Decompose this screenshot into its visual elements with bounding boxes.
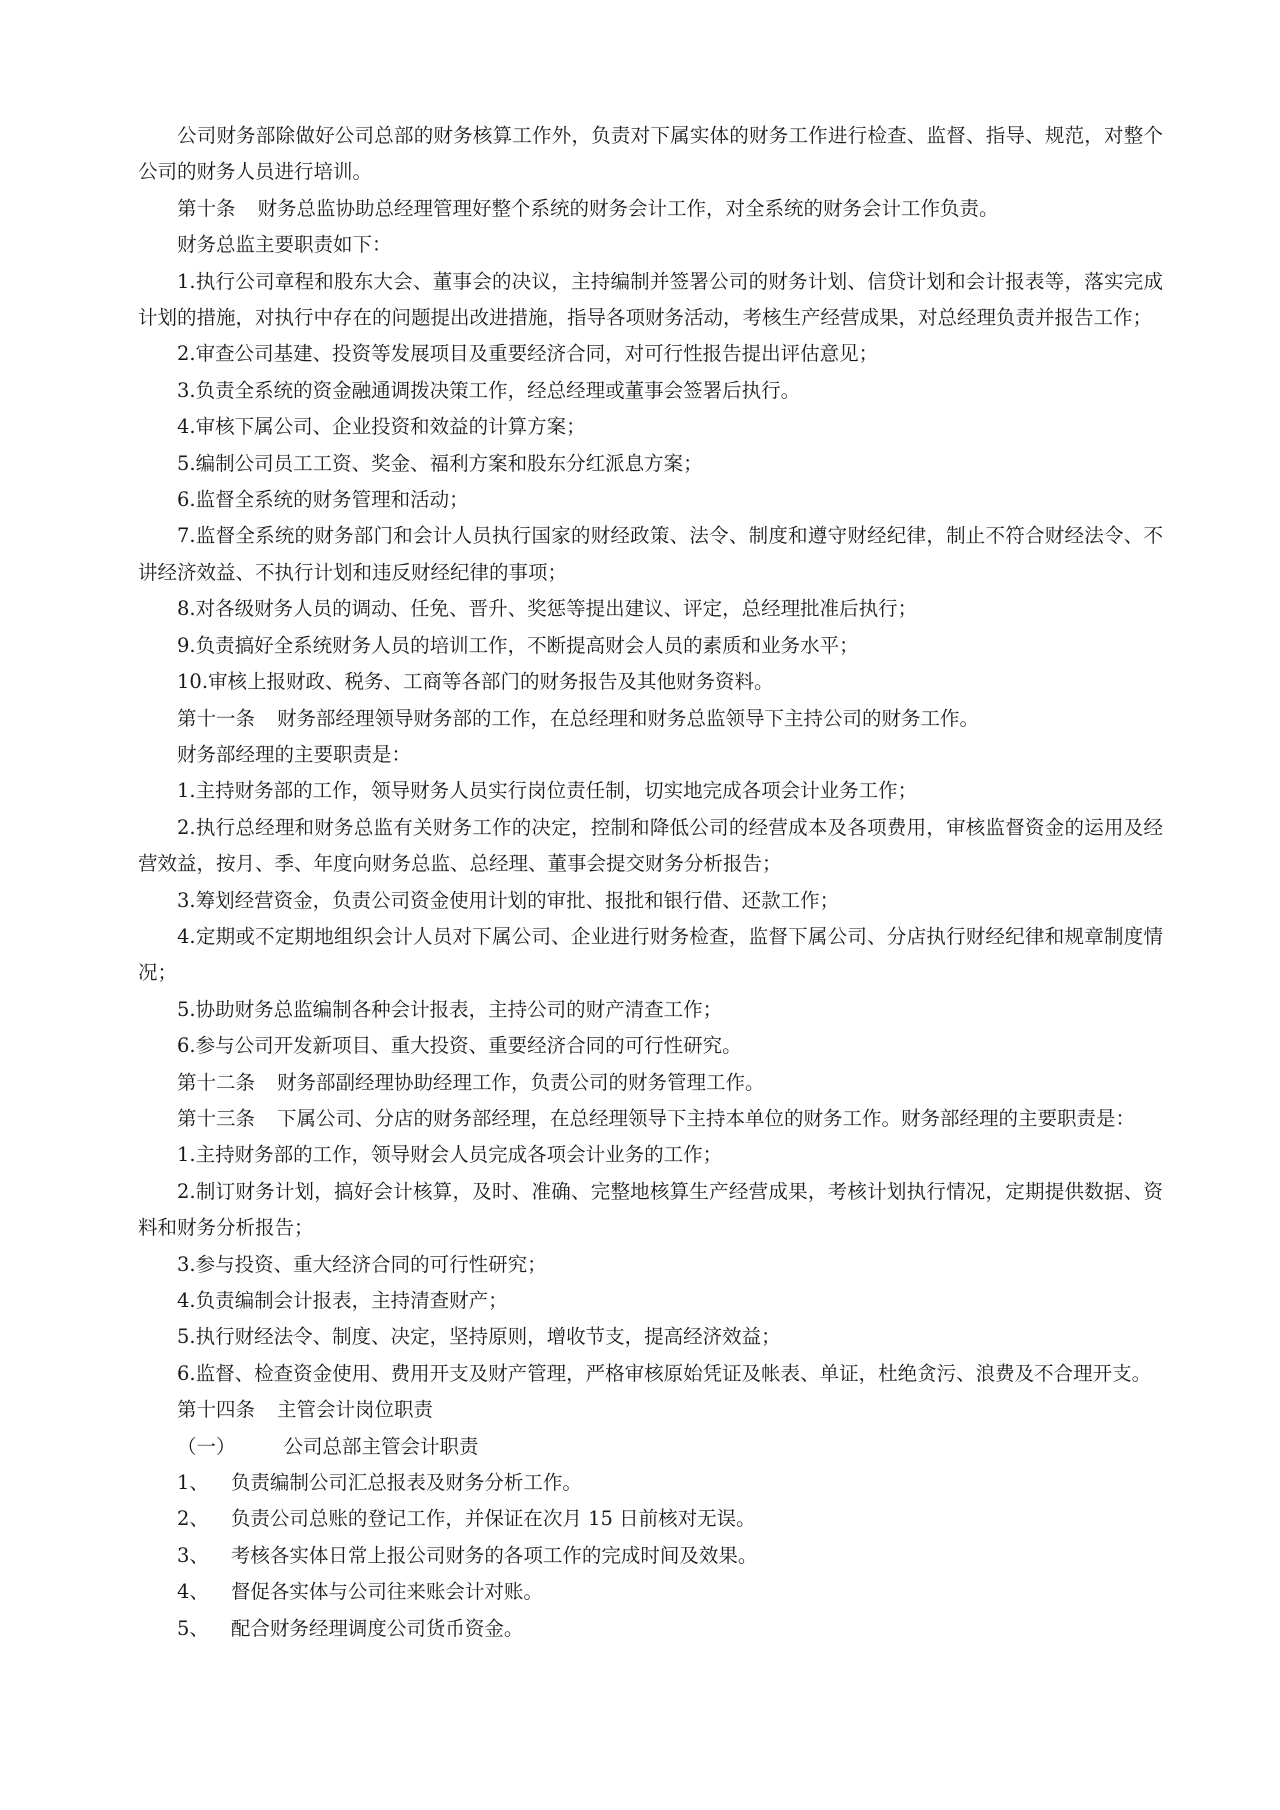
body-paragraph: [138, 919, 1163, 992]
body-paragraph: [138, 1137, 1163, 1173]
clause-heading: （一）: [177, 1434, 236, 1458]
paragraph-text: 1.主持财务部的工作，领导财务人员实行岗位责任制，切实地完成各项会计业务工作；: [177, 779, 918, 803]
clause-paragraph: [138, 1065, 1163, 1101]
body-paragraph: [138, 1356, 1163, 1392]
body-paragraph: [138, 336, 1163, 372]
body-paragraph: [138, 810, 1163, 883]
body-paragraph: [138, 409, 1163, 445]
clause-heading: 2、: [177, 1507, 209, 1531]
paragraph-text: 8.对各级财务人员的调动、任免、晋升、奖惩等提出建议、评定，总经理批准后执行；: [177, 597, 918, 621]
paragraph-text: 下属公司、分店的财务部经理，在总经理领导下主持本单位的财务工作。财务部经理的主要职责是：: [277, 1106, 1136, 1130]
paragraph-text: 10.审核上报财政、税务、工商等各部门的财务报告及其他财务资料。: [177, 670, 774, 694]
paragraph-text: 7.监督全系统的财务部门和会计人员执行国家的财经政策、法令、制度和遵守财经纪律，制止不符合财经法令、不讲经济效益、不执行计划和违反财经纪律的事项；: [138, 524, 1163, 584]
clause-heading: 第十二条: [177, 1070, 256, 1094]
paragraph-text: 3.筹划经营资金，负责公司资金使用计划的审批、报批和银行借、还款工作；: [177, 888, 840, 912]
paragraph-text: 2.执行总经理和财务总监有关财务工作的决定，控制和降低公司的经营成本及各项费用，审核监督资金的运用及经营效益，按月、季、年度向财务总监、总经理、董事会提交财务分析报告；: [138, 815, 1163, 876]
clause-heading: 3、: [177, 1543, 209, 1567]
body-paragraph: [138, 664, 1163, 700]
paragraph-text: 负责编制公司汇总报表及财务分析工作。: [230, 1471, 582, 1495]
paragraph-text: 督促各实体与公司往来账会计对账。: [230, 1580, 543, 1604]
paragraph-text: 财务总监主要职责如下：: [177, 233, 392, 257]
clause-heading: 第十三条: [177, 1106, 256, 1130]
paragraph-text: 公司财务部除做好公司总部的财务核算工作外，负责对下属实体的财务工作进行检查、监督、指导、规范，对整个公司的财务人员进行培训。: [138, 124, 1163, 184]
clause-paragraph: [138, 1392, 1163, 1428]
body-paragraph: [138, 1247, 1163, 1283]
paragraph-text: 5.协助财务总监编制各种会计报表，主持公司的财产清查工作；: [177, 997, 723, 1021]
body-paragraph: [138, 992, 1163, 1028]
clause-heading: 5、: [177, 1616, 209, 1640]
body-paragraph: [138, 1319, 1163, 1355]
paragraph-text: 1.主持财务部的工作，领导财会人员完成各项会计业务的工作；: [177, 1143, 723, 1167]
clause-paragraph: [138, 191, 1163, 227]
body-paragraph: [138, 883, 1163, 919]
paragraph-text: 9.负责搞好全系统财务人员的培训工作，不断提高财会人员的素质和业务水平；: [177, 633, 859, 657]
paragraph-text: 财务总监协助总经理管理好整个系统的财务会计工作，对全系统的财务会计工作负责。: [257, 196, 999, 220]
paragraph-text: 4.定期或不定期地组织会计人员对下属公司、企业进行财务检查，监督下属公司、分店执行财经纪律和规章制度情况；: [138, 924, 1163, 985]
document-page: [138, 118, 1163, 1647]
paragraph-text: 2.制订财务计划，搞好会计核算，及时、准确、完整地核算生产经营成果，考核计划执行情况，定期提供数据、资料和财务分析报告；: [138, 1179, 1163, 1240]
paragraph-text: 配合财务经理调度公司货币资金。: [230, 1616, 524, 1640]
body-paragraph: [138, 227, 1163, 263]
body-paragraph: [138, 264, 1163, 337]
clause-heading: 4、: [177, 1580, 209, 1604]
clause-paragraph: [138, 1429, 1163, 1465]
paragraph-text: 6.参与公司开发新项目、重大投资、重要经济合同的可行性研究。: [177, 1034, 742, 1058]
paragraph-text: 1.执行公司章程和股东大会、董事会的决议，主持编制并签署公司的财务计划、信贷计划和会计报表等，落实完成计划的措施，对执行中存在的问题提出改进措施，指导各项财务活动，考核生产经营成果，对总经理负责并报告工作；: [138, 269, 1163, 330]
body-paragraph: [138, 591, 1163, 627]
clause-paragraph: [138, 1465, 1163, 1501]
paragraph-text: 5.执行财经法令、制度、决定，坚持原则，增收节支，提高经济效益；: [177, 1325, 781, 1349]
clause-paragraph: [138, 1101, 1163, 1137]
body-paragraph: [138, 518, 1163, 591]
paragraph-text: 公司总部主管会计职责: [283, 1434, 479, 1458]
clause-heading: 第十一条: [177, 706, 256, 730]
clause-paragraph: [138, 1501, 1163, 1537]
paragraph-text: 4.审核下属公司、企业投资和效益的计算方案；: [177, 415, 586, 439]
body-paragraph: [138, 373, 1163, 409]
body-paragraph: [138, 737, 1163, 773]
paragraph-text: 2.审查公司基建、投资等发展项目及重要经济合同，对可行性报告提出评估意见；: [177, 342, 879, 366]
clause-heading: 第十四条: [177, 1398, 256, 1422]
body-paragraph: [138, 628, 1163, 664]
clause-paragraph: [138, 1538, 1163, 1574]
paragraph-text: 6.监督全系统的财务管理和活动；: [177, 488, 469, 512]
clause-heading: 第十条: [177, 196, 236, 220]
body-paragraph: [138, 446, 1163, 482]
paragraph-text: 4.负责编制会计报表，主持清查财产；: [177, 1289, 508, 1312]
clause-paragraph: [138, 1574, 1163, 1610]
paragraph-text: 财务部经理领导财务部的工作，在总经理和财务总监领导下主持公司的财务工作。: [277, 706, 980, 730]
body-paragraph: [138, 1028, 1163, 1064]
paragraph-text: 考核各实体日常上报公司财务的各项工作的完成时间及效果。: [230, 1543, 758, 1567]
paragraph-text: 负责公司总账的登记工作，并保证在次月 15 日前核对无误。: [230, 1507, 756, 1531]
paragraph-text: 5.编制公司员工工资、奖金、福利方案和股东分红派息方案；: [177, 451, 703, 475]
paragraph-text: 财务部经理的主要职责是：: [177, 742, 412, 766]
body-paragraph: [138, 1174, 1163, 1247]
paragraph-text: 3.负责全系统的资金融通调拨决策工作，经总经理或董事会签署后执行。: [177, 378, 801, 402]
paragraph-text: 6.监督、检查资金使用、费用开支及财产管理，严格审核原始凭证及帐表、单证，杜绝贪污、浪费及不合理开支。: [177, 1361, 1152, 1385]
body-paragraph: [138, 118, 1163, 191]
paragraph-text: 主管会计岗位职责: [277, 1398, 434, 1422]
clause-paragraph: [138, 701, 1163, 737]
paragraph-text: 财务部副经理协助经理工作，负责公司的财务管理工作。: [277, 1070, 765, 1094]
paragraph-text: 3.参与投资、重大经济合同的可行性研究；: [177, 1252, 547, 1276]
body-paragraph: [138, 773, 1163, 809]
body-paragraph: [138, 1283, 1163, 1319]
body-paragraph: [138, 482, 1163, 518]
clause-paragraph: [138, 1611, 1163, 1647]
clause-heading: 1、: [177, 1471, 209, 1495]
